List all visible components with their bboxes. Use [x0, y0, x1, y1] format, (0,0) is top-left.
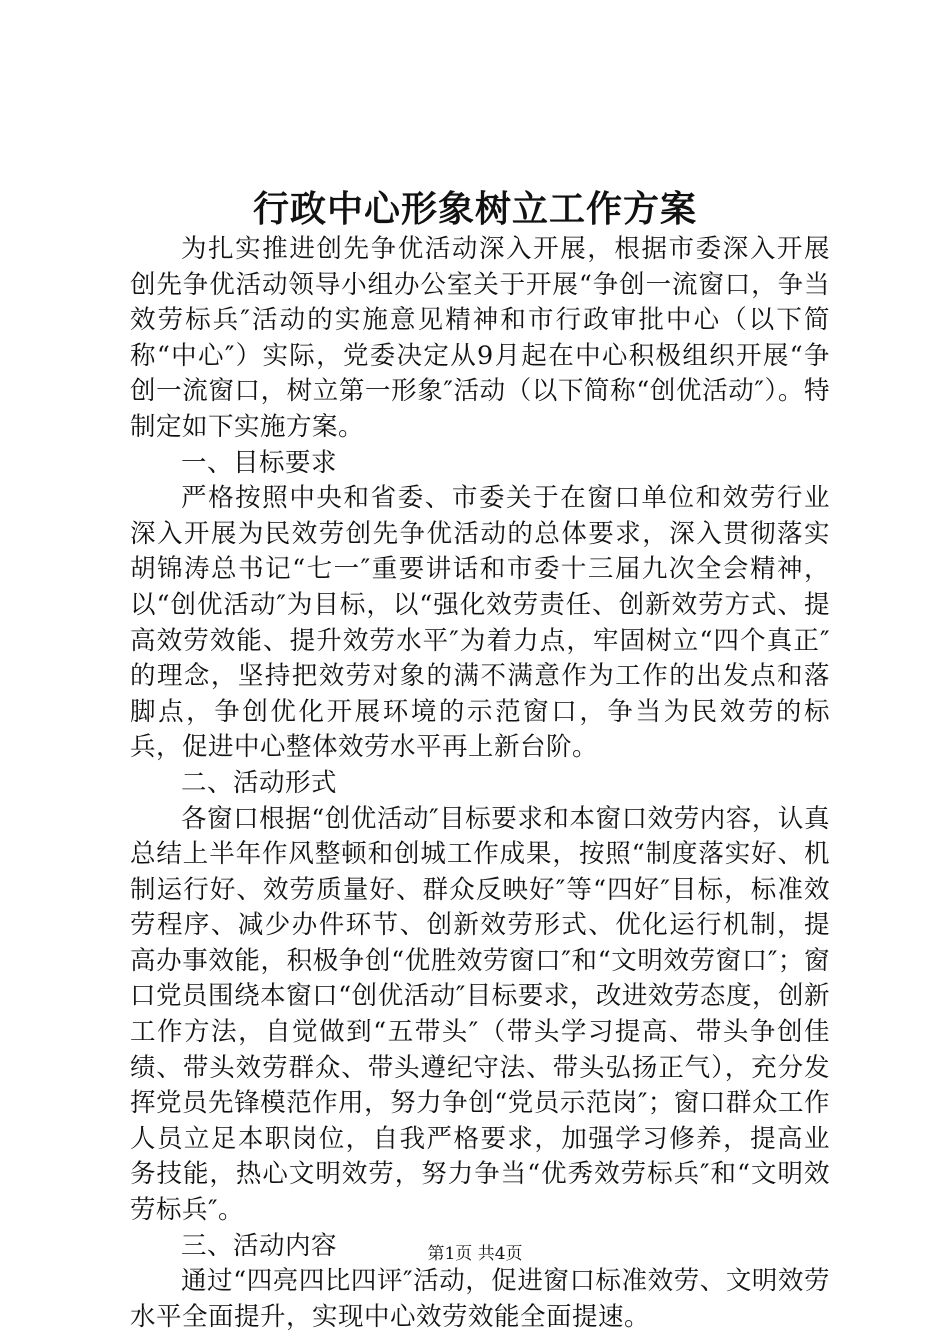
section-heading-forms: 二、活动形式 [181, 767, 338, 798]
forms-paragraph: 各窗口根据“创优活动″目标要求和本窗口效劳内容，认真总结上半年作风整顿和创城工作成果，按照“制度落实好、机制运行好、效劳质量好、群众反映好″等“四好″目标，标准效劳程序、减少办件环节、创新效劳形式、优化运行机制，提高办事效能，积极争创“优胜效劳窗口″和“文明效劳窗口″；窗口党员围绕本窗口“创优活动″目标要求，改进效劳态度，创新工作方法，自觉做到“五带头″（带头学习提高、带头争创佳绩、带头效劳群众、带头遵纪守法、带头弘扬正气），充分发挥党员先锋模范作用，努力争创“党员示范岗″；窗口群众工作人员立足本职岗位，自我严格要求，加强学习修养，提高业务技能，热心文明效劳，努力争当“优秀效劳标兵″和“文明效劳标兵″。 [130, 803, 830, 1226]
section-heading-goals: 一、目标要求 [181, 447, 338, 478]
intro-paragraph: 为扎实推进创先争优活动深入开展，根据市委深入开展创先争优活动领导小组办公室关于开展“争创一流窗口，争当效劳标兵″活动的实施意见精神和市行政审批中心（以下简称“中心″）实际，党委决定从9月起在中心积极组织开展“争创一流窗口，树立第一形象″活动（以下简称“创优活动″）。特制定如下实施方案。 [130, 234, 830, 442]
section-heading-content: 三、活动内容 [181, 1230, 338, 1261]
document-title: 行政中心形象树立工作方案 [252, 188, 697, 230]
goals-paragraph: 严格按照中央和省委、市委关于在窗口单位和效劳行业深入开展为民效劳创先争优活动的总体要求，深入贯彻落实胡锦涛总书记“七一″重要讲话和市委十三届九次全会精神，以“创优活动″为目标，以“强化效劳责任、创新效劳方式、提高效劳效能、提升效劳水平″为着力点，牢固树立“四个真正″的理念，坚持把效劳对象的满不满意作为工作的出发点和落脚点，争创优化开展环境的示范窗口，争当为民效劳的标兵，促进中心整体效劳水平再上新台阶。 [130, 483, 830, 763]
content-paragraph: 通过“四亮四比四评″活动，促进窗口标准效劳、文明效劳水平全面提升，实现中心效劳效能全面提速。 [130, 1266, 830, 1332]
document-body [130, 232, 830, 1335]
page-number-footer: 第1页 共4页 [427, 1244, 523, 1264]
